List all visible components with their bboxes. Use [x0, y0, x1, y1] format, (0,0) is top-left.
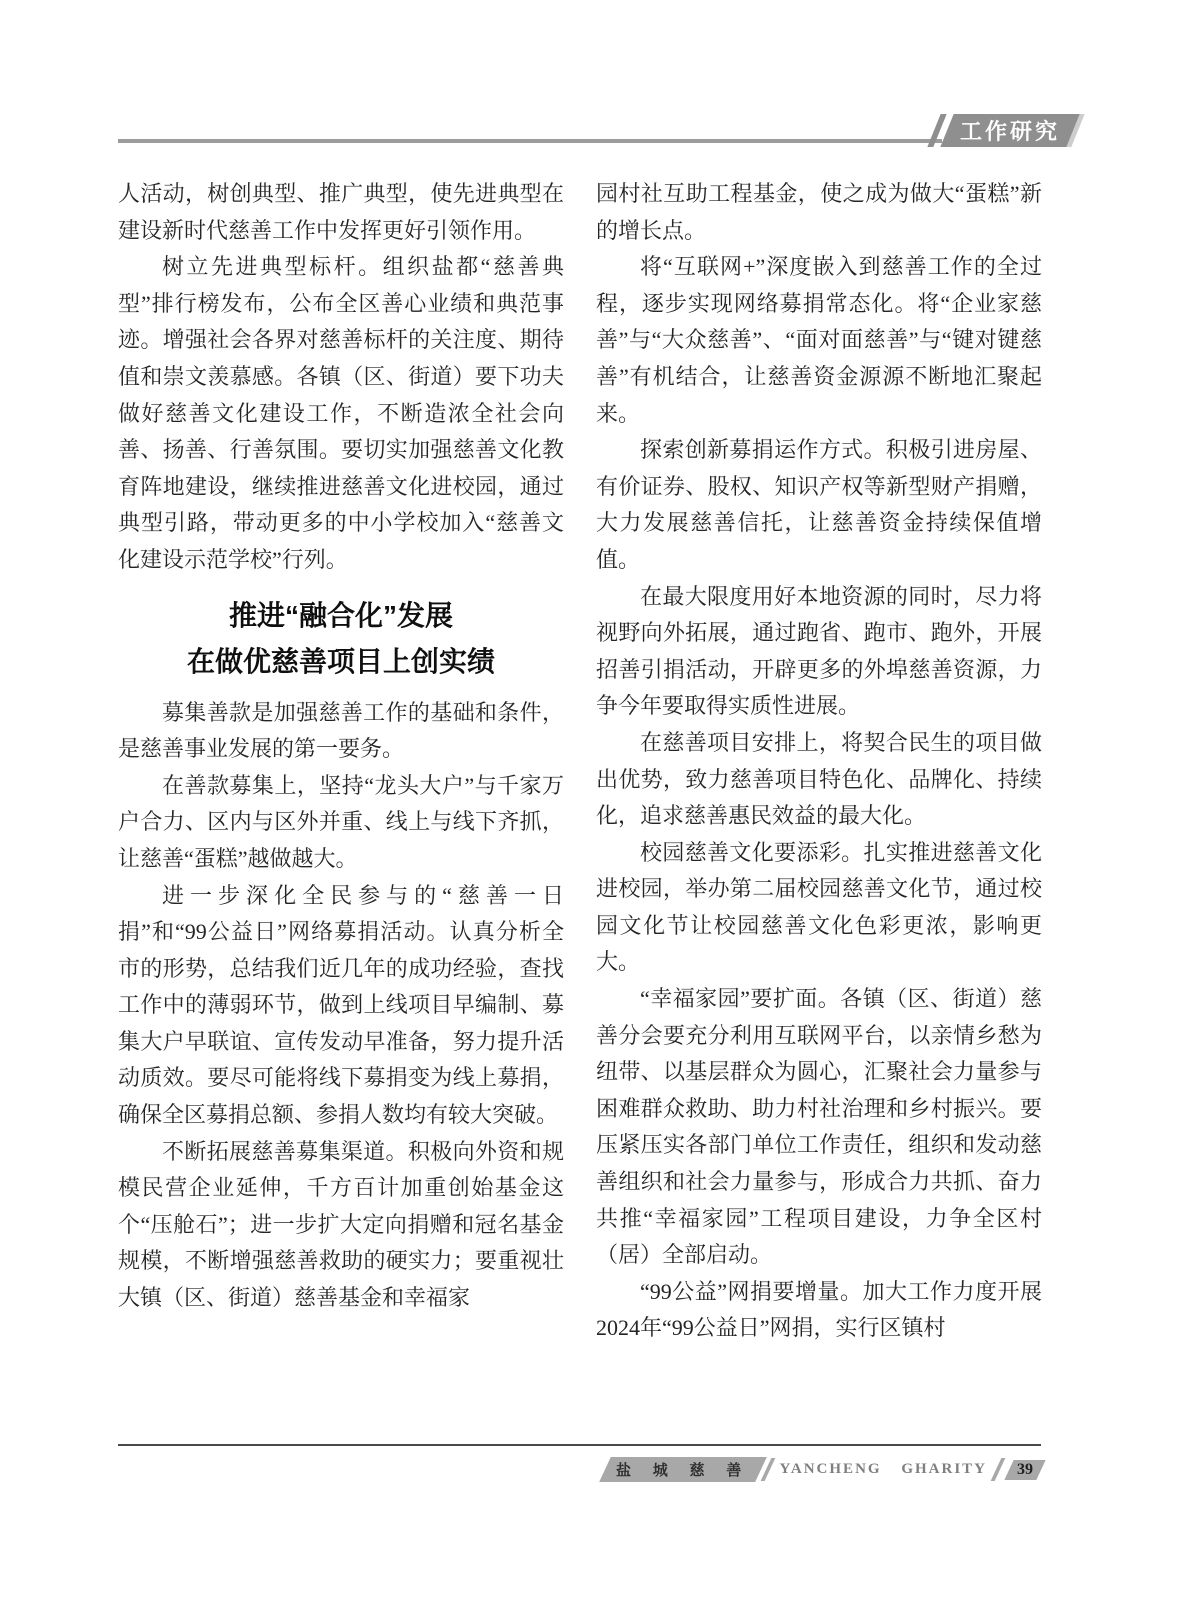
right-column — [596, 176, 1042, 1347]
body-paragraph: 探索创新募捐运作方式。积极引进房屋、有价证券、股权、知识产权等新型财产捐赠，大力发展慈善信托，让慈善资金持续保值增值。 — [596, 437, 1042, 572]
body-paragraph: 校园慈善文化要添彩。扎实推进慈善文化进校园，举办第二届校园慈善文化节，通过校园文化节让校园慈善文化色彩更浓，影响更大。 — [596, 839, 1042, 975]
body-paragraph: 在最大限度用好本地资源的同时，尽力将视野向外拓展，通过跑省、跑市、跑外，开展招善引捐活动，开辟更多的外埠慈善资源，力争今年要取得实质性进展。 — [596, 583, 1042, 719]
body-paragraph: 在善款募集上，坚持“龙头大户”与千家万户合力、区内与区外并重、线上与线下齐抓，让慈善“蛋糕”越做越大。 — [118, 772, 564, 871]
body-paragraph: 人活动，树创典型、推广典型，使先进典型在建设新时代慈善工作中发挥更好引领作用。 — [118, 181, 564, 243]
footer-badge-group — [605, 1458, 1041, 1481]
body-paragraph: 不断拓展慈善募集渠道。积极向外资和规模民营企业延伸，千方百计加重创始基金这个“压舱石”；进一步扩大定向捐赠和冠名基金规模，不断增强慈善救助的硬实力；要重视壮大镇（区、街道）慈善基金和幸福家 — [118, 1138, 564, 1311]
journal-name-cn-badge — [599, 1457, 767, 1482]
section-badge — [940, 114, 1079, 147]
body-paragraph: 进一步深化全民参与的“慈善一日捐”和“99公益日”网络募捐活动。认真分析全市的形势，总结我们近几年的成功经验，查找工作中的薄弱环节，做到上线项目早编制、募集大户早联谊、宣传发动早准备，努力提升活动质效。要尽可能将线下募捐变为线上募捐，确保全区募捐总额、参捐人数均有较大突破。 — [118, 882, 564, 1128]
section-badge-group — [934, 114, 1073, 147]
header-rule — [118, 139, 942, 143]
page-number-badge — [1004, 1460, 1045, 1480]
section-heading — [118, 593, 564, 685]
footer-rule — [118, 1444, 1041, 1446]
section-heading-line2: 在做优慈善项目上创实绩 — [186, 645, 495, 677]
body-paragraph: 园村社互助工程基金，使之成为做大“蛋糕”新的增长点。 — [596, 181, 1042, 243]
section-heading-line1: 推进“融合化”发展 — [228, 599, 453, 631]
body-paragraph: 树立先进典型标杆。组织盐都“慈善典型”排行榜发布，公布全区善心业绩和典范事迹。增强社会各界对慈善标杆的关注度、期待值和崇文羡慕感。各镇（区、街道）要下功夫做好慈善文化建设工作，不断造浓全社会向善、扬善、行善氛围。要切实加强慈善文化教育阵地建设，继续推进慈善文化进校园，通过典型引路，带动更多的中小学校加入“慈善文化建设示范学校”行列。 — [118, 254, 564, 572]
journal-name-en: YANCHENG GHARITY — [779, 1461, 987, 1477]
left-column — [118, 176, 564, 1317]
body-paragraph: 募集善款是加强慈善工作的基础和条件，是慈善事业发展的第一要务。 — [118, 699, 564, 762]
section-badge-label: 工作研究 — [960, 119, 1061, 144]
body-paragraph: 在慈善项目安排上，将契合民生的项目做出优势，致力慈善项目特色化、品牌化、持续化，追求慈善惠民效益的最大化。 — [596, 729, 1042, 829]
body-paragraph: “幸福家园”要扩面。各镇（区、街道）慈善分会要充分利用互联网平台，以亲情乡愁为纽带、以基层群众为圆心，汇聚社会力量参与困难群众救助、助力村社治理和乡村振兴。要压紧压实各部门单位工作责任，组织和发动慈善组织和社会力量参与，形成合力共抓、奋力共推“幸福家园”工程项目建设，力争全区村（居）全部启动。 — [596, 986, 1042, 1268]
body-paragraph: “99公益”网捐要增量。加大工作力度开展2024年“99公益日”网捐，实行区镇村 — [596, 1278, 1042, 1341]
journal-name-cn: 盐 城 慈 善 — [616, 1463, 751, 1479]
badge-slash-decoration — [991, 1458, 1006, 1481]
page-number: 39 — [1017, 1460, 1033, 1478]
body-paragraph: 将“互联网+”深度嵌入到慈善工作的全过程，逐步实现网络募捐常态化。将“企业家慈善”与“大众慈善”、“面对面慈善”与“键对键慈善”有机结合，让慈善资金源源不断地汇聚起来。 — [596, 254, 1042, 426]
